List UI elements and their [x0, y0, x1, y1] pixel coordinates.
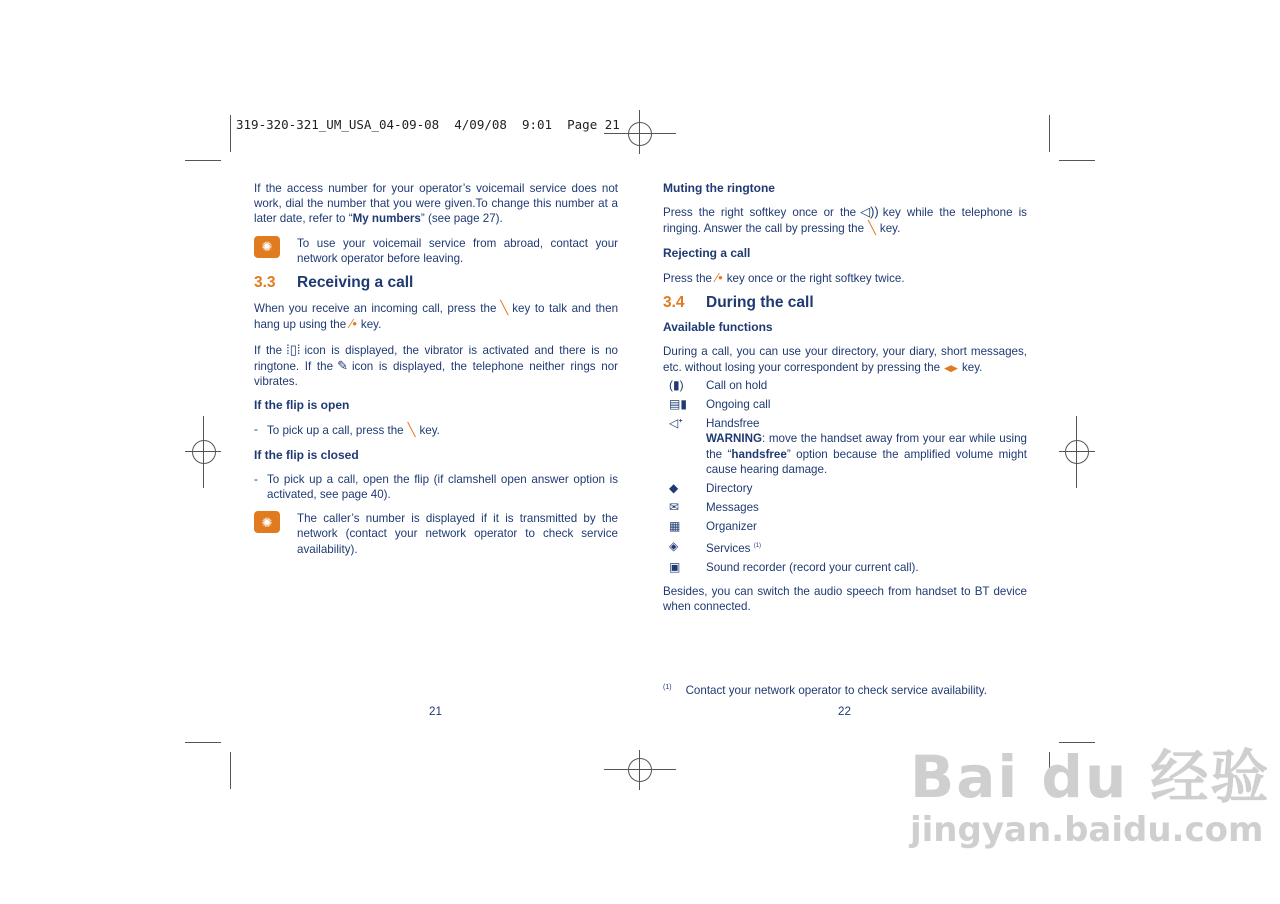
function-item — [663, 519, 1027, 534]
text: If the — [254, 343, 283, 357]
registration-line — [1076, 416, 1077, 488]
left-page — [254, 181, 618, 566]
function-label: Handsfree — [706, 417, 760, 431]
section-title: During the call — [706, 294, 814, 312]
sound-recorder-icon: ▣ — [669, 559, 681, 574]
registration-line — [604, 133, 676, 134]
section-title: Receiving a call — [297, 274, 414, 292]
tip-block — [254, 511, 618, 557]
watermark-url: jingyan.baidu.com — [910, 810, 1264, 850]
navigation-key-icon: ◀▶ — [944, 362, 958, 373]
function-label: Messages — [706, 501, 759, 515]
function-label: Call on hold — [706, 378, 768, 392]
registration-line — [1059, 451, 1095, 452]
function-label: Sound recorder (record your current call). — [706, 560, 919, 574]
function-label: Directory — [706, 482, 753, 496]
text: Press the — [663, 271, 712, 285]
warning-label: WARNING — [706, 432, 763, 446]
flip-closed-heading: If the flip is closed — [254, 447, 359, 462]
directory-icon: ◆ — [669, 481, 679, 496]
function-item — [663, 378, 1027, 393]
call-on-hold-icon: (▮) — [669, 377, 684, 392]
text: ” (see page 27). — [420, 212, 503, 226]
footnote-text: Contact your network operator to check service availability. — [685, 684, 987, 697]
dash: - — [254, 423, 258, 437]
flip-open-heading: If the flip is open — [254, 398, 350, 413]
available-functions-heading: Available functions — [663, 320, 773, 335]
text: key while the telephone is ringing. Answer the call by pressing the — [663, 206, 1027, 236]
tip-block — [254, 236, 618, 266]
footnote — [663, 684, 987, 697]
section-heading — [254, 275, 618, 290]
text: Press the right softkey once or the — [663, 206, 857, 220]
watermark-brand: Bai du 经验 — [910, 743, 1271, 811]
rejecting-heading: Rejecting a call — [663, 245, 751, 260]
available-paragraph — [663, 344, 1027, 375]
tip-text: To use your voicemail service from abroad, contact your network operator before leaving. — [297, 236, 618, 265]
section-number: 3.3 — [254, 274, 276, 292]
handsfree-icon: ◁ᐩ — [669, 416, 683, 431]
text: key. — [879, 222, 901, 236]
hangup-key-icon: ⁄• — [715, 269, 723, 285]
tip-text: The caller’s number is displayed if it is transmitted by the network (contact your network operator to check service availability). — [297, 512, 618, 556]
crop-mark — [230, 115, 231, 152]
function-label: Ongoing call — [706, 398, 771, 412]
muting-heading: Muting the ringtone — [663, 181, 775, 195]
receive-paragraph — [254, 300, 618, 332]
crop-mark — [230, 752, 231, 789]
text: key. — [419, 424, 440, 438]
lightbulb-tip-icon: ✺ — [254, 511, 280, 533]
vibrator-icon: ⁞▯⁞ — [286, 341, 301, 357]
footnote-ref: (1) — [753, 542, 762, 549]
silent-icon: ✎ — [337, 357, 348, 373]
list-item — [254, 472, 618, 502]
services-label-wrap — [706, 539, 761, 556]
function-item — [663, 539, 1027, 556]
vibrator-paragraph — [254, 342, 618, 390]
handsfree-option: handsfree — [731, 447, 787, 461]
text: key. — [961, 360, 983, 374]
besides-paragraph: Besides, you can switch the audio speech from handset to BT device when connected. — [663, 584, 1027, 614]
text: If the access number for your operator’s voicemail service does not work, dial the number that you were given.To change this number at a later date, refer to “ — [254, 182, 618, 226]
handsfree-block — [706, 416, 1027, 477]
text: : move the handset away from your ear while using the “ — [706, 432, 1027, 461]
my-numbers-label: My numbers — [352, 212, 421, 226]
text: icon is displayed, the telephone neither rings nor vibrates. — [254, 359, 619, 389]
services-icon: ◈ — [669, 538, 679, 553]
function-label: Services — [706, 541, 751, 555]
function-item — [663, 481, 1027, 496]
function-item — [663, 560, 1027, 575]
registration-line — [639, 750, 640, 790]
crop-mark — [185, 742, 221, 743]
registration-line — [604, 769, 676, 770]
text: To pick up a call, press the — [267, 424, 404, 438]
function-item — [663, 416, 1027, 477]
lightbulb-tip-icon: ✺ — [254, 236, 280, 258]
registration-line — [639, 110, 640, 154]
baidu-watermark — [910, 730, 1270, 850]
hangup-key-icon: ⁄• — [350, 316, 357, 332]
crop-mark — [1059, 160, 1095, 161]
list-item — [254, 422, 618, 438]
footnote-mark: (1) — [663, 684, 672, 692]
text: icon is displayed, the vibrator is activated and there is no ringtone. If the — [254, 343, 618, 373]
text: key. — [360, 318, 382, 332]
function-item — [663, 500, 1027, 515]
page-number-right: 22 — [838, 705, 851, 718]
crop-mark — [185, 160, 221, 161]
function-item — [663, 397, 1027, 412]
registration-line — [203, 416, 204, 488]
call-key-icon: ╲ — [500, 300, 509, 316]
crop-mark — [1049, 115, 1050, 152]
text: When you receive an incoming call, press the — [254, 302, 497, 316]
print-slug: 319-320-321_UM_USA_04-09-08 4/09/08 9:01 Page 21 — [236, 117, 620, 132]
ongoing-call-icon: ▤▮ — [669, 397, 687, 412]
list-item-text: To pick up a call, open the flip (if clamshell open answer option is activated, see page 40). — [267, 472, 618, 502]
right-page — [663, 181, 1027, 623]
volume-key-icon: ◁)) — [860, 204, 879, 220]
registration-mark-icon — [192, 440, 216, 464]
text: key to talk and then hang up using the — [254, 302, 619, 332]
muting-paragraph — [663, 204, 1027, 236]
text: ” option because the amplified volume might cause hearing damage. — [706, 447, 1027, 476]
text: key once or the right softkey twice. — [726, 271, 905, 285]
page-number-left: 21 — [429, 705, 442, 718]
section-number: 3.4 — [663, 294, 685, 312]
voicemail-paragraph — [254, 181, 618, 227]
rejecting-paragraph — [663, 270, 1027, 286]
section-heading — [663, 295, 1027, 310]
function-label: Organizer — [706, 520, 757, 534]
call-key-icon: ╲ — [407, 422, 416, 438]
registration-mark-icon — [1065, 440, 1089, 464]
dash: - — [254, 472, 258, 486]
messages-icon: ✉ — [669, 500, 680, 515]
call-key-icon: ╲ — [868, 220, 876, 236]
list-item-text — [267, 422, 440, 438]
registration-mark-icon — [628, 122, 652, 146]
text: During a call, you can use your directory, your diary, short messages, etc. without losing your correspondent by pressing the — [663, 345, 1027, 374]
organizer-icon: ▦ — [669, 519, 681, 534]
registration-mark-icon — [628, 758, 652, 782]
